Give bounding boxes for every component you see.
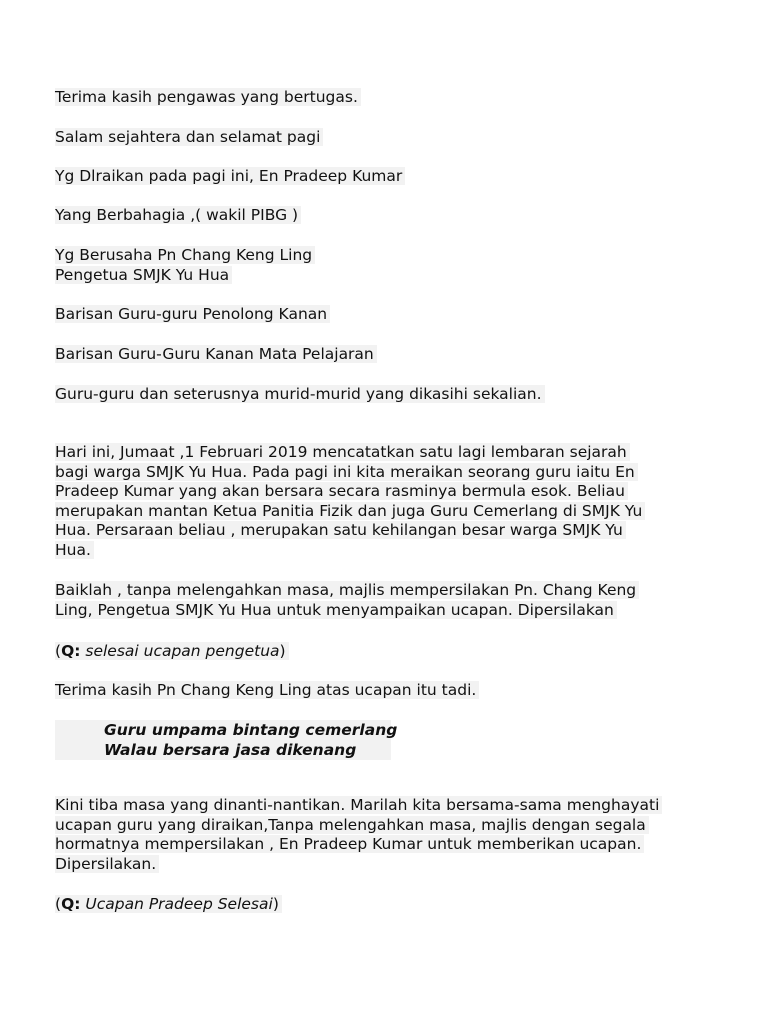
poem-block	[55, 720, 398, 760]
intro-paragraph	[55, 443, 645, 560]
cue-ucapan-pradeep-selesai: (Q: Ucapan Pradeep Selesai)	[55, 894, 282, 914]
paragraph-line: Kini tiba masa yang dinanti-nantikan. Marilah kita bersama-sama menghayati	[55, 796, 662, 814]
cue-label: Q:	[61, 642, 81, 660]
paragraph-line: Hua. Persaraan beliau , merupakan satu kehilangan besar warga SMJK Yu	[55, 521, 626, 539]
closing-paragraph	[55, 796, 662, 874]
greeting-line: Barisan Guru-guru Penolong Kanan	[55, 304, 330, 324]
invite-paragraph	[55, 581, 639, 620]
cue-selesai-ucapan-pengetua: (Q: selesai ucapan pengetua)	[55, 641, 289, 661]
greeting-line: Yang Berbahagia ,( wakil PIBG )	[55, 205, 301, 225]
cue-text: Ucapan Pradeep Selesai	[80, 895, 273, 913]
cue-label: Q:	[61, 895, 81, 913]
greeting-line: Guru-guru dan seterusnya murid-murid yang dikasihi sekalian.	[55, 384, 545, 404]
paragraph-line: ucapan guru yang diraikan,Tanpa melengahkan masa, majlis dengan segala	[55, 816, 649, 834]
cue-text: selesai ucapan pengetua	[80, 642, 280, 660]
paragraph-line: bagi warga SMJK Yu Hua. Pada pagi ini kita meraikan seorang guru iaitu En	[55, 463, 638, 481]
paragraph-line: Hua.	[55, 541, 94, 559]
paragraph-line: hormatnya mempersilakan , En Pradeep Kumar untuk memberikan ucapan.	[55, 835, 644, 853]
paragraph-line: Hari ini, Jumaat ,1 Februari 2019 mencatatkan satu lagi lembaran sejarah	[55, 443, 630, 461]
paragraph-line: merupakan mantan Ketua Panitia Fizik dan juga Guru Cemerlang di SMJK Yu	[55, 502, 645, 520]
greeting-line: Yg Dlraikan pada pagi ini, En Pradeep Kumar	[55, 166, 405, 186]
greeting-line: Pengetua SMJK Yu Hua	[55, 265, 232, 285]
paragraph-line: Pradeep Kumar yang akan bersara secara rasminya bermula esok. Beliau	[55, 482, 628, 500]
greeting-line: Terima kasih pengawas yang bertugas.	[55, 87, 361, 107]
greeting-line: Barisan Guru-Guru Kanan Mata Pelajaran	[55, 344, 377, 364]
paragraph-line: Baiklah , tanpa melengahkan masa, majlis mempersilakan Pn. Chang Keng	[55, 581, 639, 599]
paragraph-line: Ling, Pengetua SMJK Yu Hua untuk menyampaikan ucapan. Dipersilakan	[55, 601, 617, 619]
poem-line: Guru umpama bintang cemerlang	[104, 721, 398, 739]
poem-line: Walau bersara jasa dikenang	[104, 741, 357, 759]
paragraph-line: Dipersilakan.	[55, 855, 159, 873]
thanks-line: Terima kasih Pn Chang Keng Ling atas ucapan itu tadi.	[55, 680, 479, 700]
greeting-line: Salam sejahtera dan selamat pagi	[55, 127, 323, 147]
greeting-line: Yg Berusaha Pn Chang Keng Ling	[55, 245, 315, 265]
